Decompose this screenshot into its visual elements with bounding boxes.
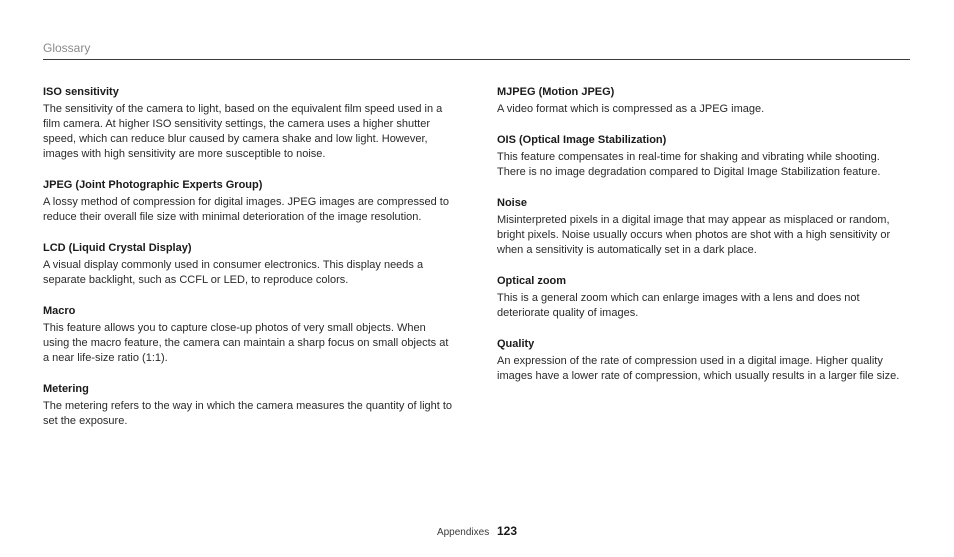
- glossary-entry: [497, 274, 902, 321]
- glossary-term: Quality: [497, 338, 535, 350]
- glossary-entry: [43, 304, 453, 366]
- glossary-definition: A visual display commonly used in consumer electronics. This display needs a separate backlight, such as CCFL or LED, to reproduce colors.: [43, 259, 424, 286]
- glossary-definition: This feature allows you to capture close-up photos of very small objects. When using the macro feature, the camera can maintain a sharp focus on small objects at a near life-size ratio (1:1).: [43, 322, 449, 364]
- glossary-term: Metering: [43, 383, 89, 395]
- glossary-definition: A lossy method of compression for digital images. JPEG images are compressed to reduce their overall file size with minimal deterioration of the image resolution.: [43, 196, 449, 223]
- glossary-definition: The sensitivity of the camera to light, based on the equivalent film speed used in a film camera. At higher ISO sensitivity settings, the camera uses a higher shutter speed, which can reduce blur caused by camera shake and low light. However, images with high sensitivity are more susceptible to noise.: [43, 103, 443, 160]
- glossary-term: Optical zoom: [497, 275, 567, 287]
- glossary-term: ISO sensitivity: [43, 86, 119, 98]
- page-footer: [0, 524, 954, 538]
- glossary-term: Macro: [43, 305, 76, 317]
- glossary-term: Noise: [497, 197, 527, 209]
- glossary-term: JPEG (Joint Photographic Experts Group): [43, 179, 263, 191]
- glossary-entry: [43, 241, 453, 288]
- glossary-definition: This is a general zoom which can enlarge images with a lens and does not deteriorate quality of images.: [497, 292, 860, 319]
- glossary-term: MJPEG (Motion JPEG): [497, 86, 615, 98]
- glossary-definition: This feature compensates in real-time for shaking and vibrating while shooting. There is no image degradation compared to Digital Image Stabilization feature.: [497, 151, 881, 178]
- glossary-definition: Misinterpreted pixels in a digital image that may appear as misplaced or random, bright pixels. Noise usually occurs when photos are shot with a high sensitivity or when a sensitivity is automatically set in a dark place.: [497, 214, 891, 256]
- glossary-term: LCD (Liquid Crystal Display): [43, 242, 192, 254]
- page-header-title: Glossary: [43, 41, 91, 55]
- glossary-entry: [43, 85, 453, 162]
- glossary-entry: [497, 196, 902, 258]
- header-divider: [43, 59, 910, 60]
- glossary-entry: [497, 85, 902, 117]
- glossary-column-left: [43, 85, 453, 445]
- page-number: 123: [497, 524, 518, 538]
- glossary-entry: [497, 337, 902, 384]
- glossary-entry: [497, 133, 902, 180]
- footer-section-label: Appendixes: [436, 527, 490, 538]
- glossary-entry: [43, 382, 453, 429]
- glossary-definition: The metering refers to the way in which the camera measures the quantity of light to set the exposure.: [43, 400, 453, 427]
- glossary-term: OIS (Optical Image Stabilization): [497, 134, 667, 146]
- glossary-definition: A video format which is compressed as a JPEG image.: [497, 103, 765, 115]
- glossary-definition: An expression of the rate of compression used in a digital image. Higher quality images have a lower rate of compression, which usually results in a larger file size.: [497, 355, 900, 382]
- glossary-entry: [43, 178, 453, 225]
- glossary-column-right: [497, 85, 902, 400]
